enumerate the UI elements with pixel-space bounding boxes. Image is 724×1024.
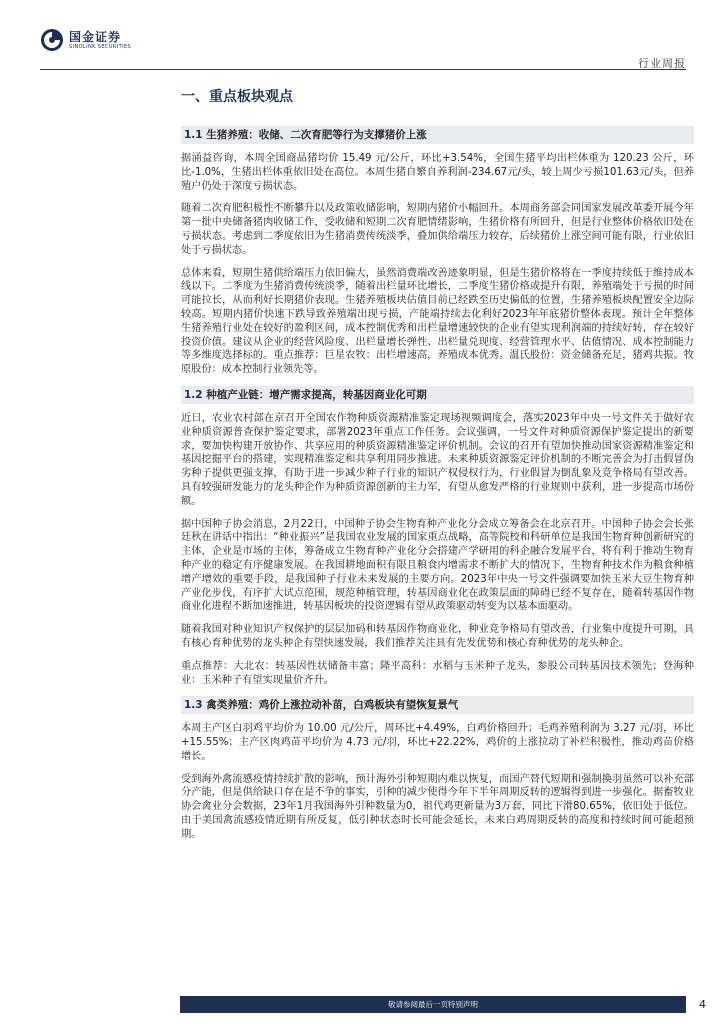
page-header xyxy=(0,0,724,70)
subsection-number: 1.1 xyxy=(184,129,203,141)
subsection-heading xyxy=(181,386,694,404)
disclaimer-bar: 敬请参阅最后一页特别声明 xyxy=(180,996,686,1013)
subsection-title: 种植产业链：增产需求提高，转基因商业化可期 xyxy=(206,388,427,401)
brand-name-cn: 国金证券 xyxy=(69,29,122,44)
paragraph: 本周主产区白羽鸡平均价为 10.00 元/公斤，周环比+4.49%，白鸡价格回升；毛鸡养殖利润为 3.27 元/羽，环比+15.55%；主产区肉鸡苗平均价为 4.73 元/羽，环比+22.22%，鸡价的上涨拉动了补栏积极性，推动鸡苗价格增长。 xyxy=(181,723,694,762)
subsection-heading xyxy=(181,126,694,144)
paragraph: 随着二次育肥积极性不断攀升以及政策收储影响，短期内猪价小幅回升。本周商务部会同国家发展改革委开展今年第一批中央储备猪肉收储工作，受收储和短期二次育肥情绪影响，生猪价格有所回升，但是行业整体价格依旧处在亏损状态。考虑到二季度依旧为生猪消费传统淡季，叠加供给端压力较存，后续猪价上涨空间可能有限，行业依旧处于亏损状态。 xyxy=(181,203,694,256)
page-number: 4 xyxy=(699,998,706,1011)
subsection-title: 禽类养殖：鸡价上涨拉动补苗，白鸡板块有望恢复景气 xyxy=(206,699,459,712)
section-title: 一、重点板块观点 xyxy=(181,89,293,105)
page-footer xyxy=(0,996,724,1016)
header-divider xyxy=(40,69,686,70)
subsection-title: 生猪养殖：收储、二次育肥等行为支撑猪价上涨 xyxy=(206,129,427,141)
paragraph: 据涌益咨询，本周全国商品猪均价 15.49 元/公斤，环比+3.54%，全国生猪平均出栏体重为 120.23 公斤，环比-1.0%，生猪出栏体重依旧处在高位。本周生猪自繁自养利润-234.67元/头，较上周少亏损101.63元/头，但养殖户仍处于深度亏损状态。 xyxy=(181,153,694,192)
paragraph: 重点推荐：大北农：转基因性状储备丰富；隆平高科：水稻与玉米种子龙头，参股公司转基因技术领先；登海种业：玉米种子有望实现量价齐升。 xyxy=(181,660,694,686)
subsection-number: 1.3 xyxy=(184,699,203,712)
subsection-number: 1.2 xyxy=(184,388,203,401)
brand-text xyxy=(69,30,131,51)
paragraph: 随着我国对种业知识产权保护的层层加码和转基因作物商业化，种业竞争格局有望改善，行业集中度提升可期，具有核心育种优势的龙头种企有望快速发展，我们推荐关注具有先发优势和核心育种优势的龙头种企。 xyxy=(181,624,694,649)
report-type-label: 行业周报 xyxy=(638,57,686,70)
sinolink-logo-icon xyxy=(40,28,64,52)
brand-name-en: SINOLINK SECURITIES xyxy=(69,43,132,50)
paragraph: 总体来看，短期生猪供给端压力依旧偏大，虽然消费端改善迹象明显，但是生猪价格将在一季度持续低于维持成本线以下。二季度为生猪消费传统淡季，随着出栏量环比增长，二季度生猪价格或提升有限，养殖端处于亏损的时间可能拉长，从而利好长期猪价表现。生猪养殖板块估值目前已经跌至历史偏低的位置，生猪养殖板块配置安全边际较高。短期内猪价快速下跌导致养殖端出现亏损，产能端持续去化利好2023年年底猪价整体表现。预计全年整体生猪养殖行业处在较好的盈利区间，成本控制优秀和出栏量增速较快的企业有望实现利润端的持续好转，存在较好投资价值。建议从企业的经营风险度、出栏量增长弹性、出栏量兑现度、经营管理水平、估值情况、成本控制能力等多维度选择标的。重点推荐：巨星农牧：出栏增速高，养殖成本优秀。温氏股份：资金储备充足，猪鸡共振。牧原股份：成本控制行业领先等。 xyxy=(181,267,694,376)
paragraph: 近日，农业农村部在京召开全国农作物种质资源精准鉴定现场视频调度会，落实2023年中央一号文件关于做好农业种质资源普查保护鉴定要求，部署2023年重点工作任务。会议强调，一号文件对种质资源保护鉴定提出的新要求，要加快构建开放协作、共享应用的种质资源精准鉴定评价机制。会议的召开有望加快推动国家资源精准鉴定和基因挖掘平台的搭建，实现精准鉴定和共享利用同步推进。未来种质资源鉴定评价机制的不断完善会为打击假冒伪劣种子提供更强支撑，有助于进一步减少种子行业的知识产权侵权行为，行业假冒为倒乱象及竞争格局有望改善。具有较强研发能力的龙头种企作为种质资源创新的主力军，有望从愈发严格的行业规则中获利，进一步提高市场份额。 xyxy=(181,412,694,507)
subsection-heading xyxy=(181,696,694,714)
main-content xyxy=(181,88,694,851)
brand-logo xyxy=(40,28,131,52)
paragraph: 据中国种子协会消息，2月22日，中国种子协会生物育种产业化分会成立筹备会在北京召开。中国种子协会会长张廷秋在讲话中指出：“种业振兴”是我国农业发展的国家重点战略，高等院校和科研单位是我国生物育种创新研究的主体，企业是市场的主体，筹备成立生物育种产业化分会搭建产学研用的科企融合发展平台，将有利于推动生物育种产业的稳定有序健康发展。在我国耕地面积有限且粮食内增需求不断扩大的情况下，生物育种技术作为粮食种植增产增效的重要手段，是我国种子行业未来发展的主要方向。2023年中央一号文件强调要加快玉米大豆生物育种产业化步伐，有序扩大试点范围，规范种植管理，转基因商业化在政策层面的障碍已经不复存在，随着转基因作物商业化进程不断加速推进，转基因板块的投资逻辑有望从政策驱动转变为以基本面驱动。 xyxy=(181,518,694,613)
paragraph: 受到海外禽流感疫情持续扩散的影响，预计海外引种短期内难以恢复，而国产替代短期和强制换羽虽然可以补充部分产能，但是供给缺口存在是不争的事实，引种的减少使得今年下半年周期反转的逻辑得到进一步强化。据畜牧业协会禽业分会数据，23年1月我国海外引种数量为0，祖代鸡更新量为3万套，同比下滑80.65%，依旧处于低位。由于美国禽流感疫情近期有所反复，低引种状态时长可能会延长，未来白鸡周期反转的高度和持续时间可能超预期。 xyxy=(181,773,694,840)
